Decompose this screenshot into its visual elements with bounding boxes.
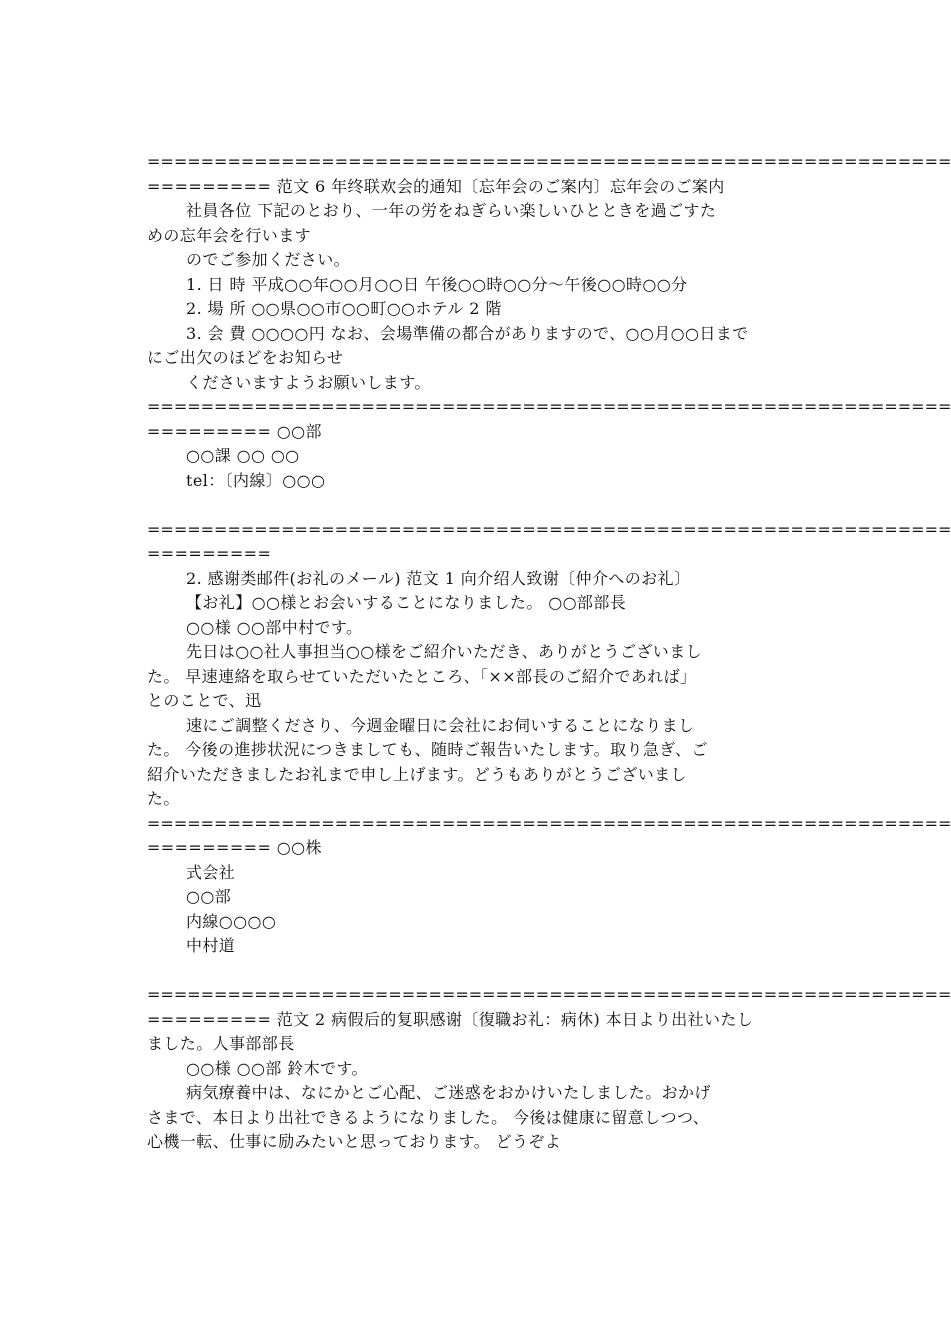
paragraph-line: のでご参加ください。 [186, 250, 351, 269]
document-body [147, 150, 951, 1155]
signature-line: ○○課 ○○ ○○ [186, 446, 300, 465]
separator-line: ============================================================ [147, 985, 951, 1004]
section-heading: ========= 范文 6 年终联欢会的通知〔忘年会のご案内〕忘年会のご案内 [147, 176, 725, 196]
signature-line: tel：〔内線〕○○○ [186, 470, 326, 490]
paragraph-line: くださいますようお願いします。 [186, 372, 431, 392]
paragraph-line: ○○様 ○○部中村です。 [186, 617, 363, 637]
paragraph-line: 紹介いただきましたお礼まで申し上げます。どうもありがとうございまし [147, 764, 687, 784]
signature-line: ========= ○○株 [147, 838, 322, 857]
paragraph-line: た。 今後の進捗状況につきましても、随時ご報告いたします。取り急ぎ、ご [147, 740, 708, 759]
signature-line: ========= ○○部 [147, 421, 322, 441]
paragraph-line: た。 早速連絡を取らせていただいたところ、「××部長のご紹介であれば」 [147, 666, 697, 686]
list-item: 1. 日 時 平成○○年○○月○○日 午後○○時○○分～午後○○時○○分 [186, 274, 688, 294]
signature-line: 式会社 [186, 862, 236, 882]
section-heading: ========= 范文 2 病假后的复职感谢〔復職お礼：病休) 本日より出社いたし [147, 1009, 754, 1029]
paragraph-line: ○○様 ○○部 鈴木です。 [186, 1058, 368, 1078]
list-item: 3. 会 費 ○○○○円 なお、会場準備の都合がありますので、○○月○○日まで [186, 323, 749, 343]
paragraph-line: 【お礼】○○様とお会いすることになりました。 ○○部部長 [186, 593, 627, 612]
separator-line: ============================================================ [147, 813, 951, 833]
paragraph-line: めの忘年会を行います [147, 225, 312, 245]
blank-line [147, 493, 807, 518]
signature-line: ○○部 [186, 887, 232, 906]
paragraph-line: とのことで、迅 [147, 691, 262, 710]
signature-line: 内線○○○○ [186, 911, 277, 931]
paragraph-line: さまで、本日より出社できるようになりました。 今後は健康に留意しつつ、 [147, 1107, 710, 1127]
section-heading: 2. 感谢类邮件(お礼のメール) 范文 1 向介绍人致谢〔仲介へのお礼〕 [186, 568, 691, 588]
signature-line: 中村道 [186, 936, 236, 955]
paragraph-line: 心機一転、仕事に励みたいと思っております。 どうぞよ [147, 1132, 562, 1151]
separator-tail: ========= [147, 544, 272, 563]
paragraph-line: 病気療養中は、なにかとご心配、ご迷惑をおかけいたしました。おかげ [186, 1083, 711, 1102]
paragraph-line: 速にご調整くださり、今週金曜日に会社にお伺いすることになりまし [186, 715, 695, 735]
paragraph-line: た。 [147, 789, 180, 808]
separator-line: ============================================================ [147, 519, 951, 539]
blank-line [147, 959, 807, 984]
paragraph-line: にご出欠のほどをお知らせ [147, 348, 344, 367]
separator-line: ============================================================ [147, 397, 951, 416]
paragraph-line: 社員各位 下記のとおり、一年の労をねぎらい楽しいひとときを過ごすた [186, 201, 717, 220]
separator-line: ============================================================ [147, 152, 951, 171]
paragraph-line: ました。人事部部長 [147, 1034, 295, 1053]
paragraph-line: 先日は○○社人事担当○○様をご紹介いただき、ありがとうございまし [186, 642, 703, 661]
list-item: 2. 場 所 ○○県○○市○○町○○ホテル 2 階 [186, 299, 502, 318]
